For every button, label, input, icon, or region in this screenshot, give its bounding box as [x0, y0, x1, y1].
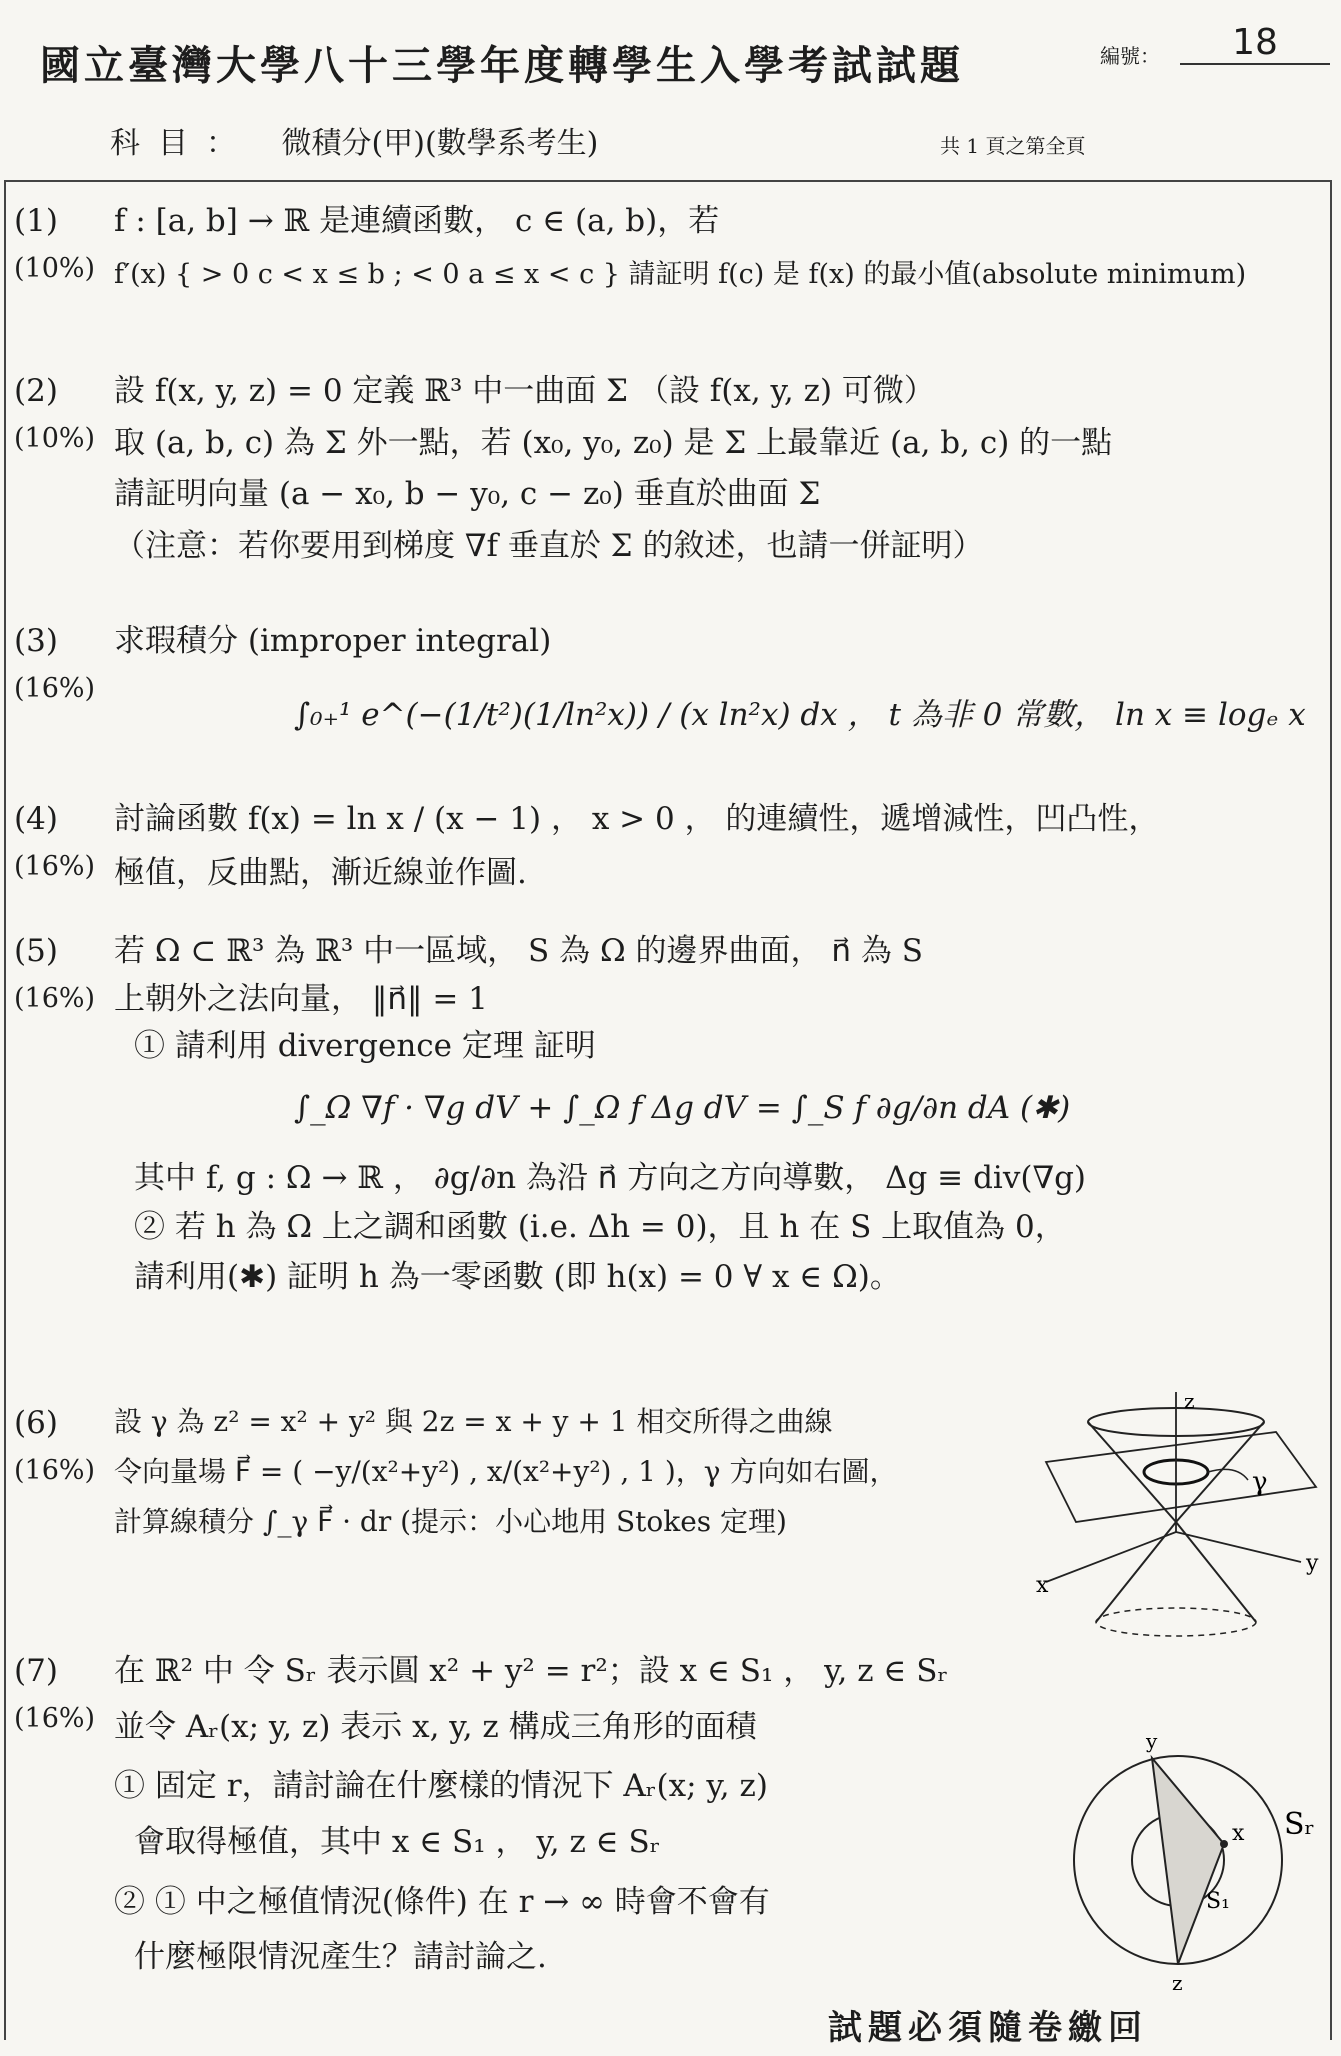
- question-body: [114, 800, 1324, 893]
- exam-title: 國立臺灣大學八十三學年度轉學生入學考試試題: [40, 42, 964, 89]
- question-line: 其中 f, g : Ω → ℝ ， ∂g/∂n 為沿 n⃗ 方向之方向導數， Δg ≡ div(∇g): [134, 1159, 1087, 1196]
- question-points: (16%): [14, 1455, 96, 1486]
- question-line: f : [a, b] → ℝ 是連續函數， c ∈ (a, b)，若: [114, 203, 720, 239]
- question-line: ② 若 h 為 Ω 上之調和函數 (i.e. Δh = 0)，且 h 在 S 上取值為 0，: [134, 1209, 1066, 1246]
- question-body: [114, 372, 1324, 567]
- cone-edge: [1088, 1422, 1176, 1522]
- question-body: [114, 1652, 1104, 1978]
- question-number: (2): [14, 373, 58, 409]
- cone-edge: [1176, 1522, 1256, 1622]
- question-line: 設 f(x, y, z) = 0 定義 ℝ³ 中一曲面 Σ （設 f(x, y, z) 可微）: [114, 373, 935, 409]
- questions-box: [4, 180, 1332, 2040]
- question-line: 若 Ω ⊂ ℝ³ 為 ℝ³ 中一區域， S 為 Ω 的邊界曲面， n⃗ 為 S: [114, 933, 923, 969]
- axis-label-z: z: [1184, 1392, 1195, 1413]
- subject-name: 微積分(甲)(數學系考生): [281, 126, 599, 161]
- question-line: 會取得極值，其中 x ∈ S₁ ， y, z ∈ Sᵣ: [134, 1824, 661, 1861]
- cone-edge: [1176, 1422, 1264, 1522]
- point-label-z: z: [1172, 1971, 1183, 1995]
- question-number: (7): [14, 1653, 58, 1689]
- question-line: 在 ℝ² 中 令 Sᵣ 表示圓 x² + y² = r²；設 x ∈ S₁ ， y, z ∈ Sᵣ: [114, 1653, 949, 1689]
- question-line: ① 請利用 divergence 定理 証明: [134, 1028, 596, 1065]
- question-body: [114, 932, 1324, 1298]
- question-body: [114, 202, 1324, 292]
- question-number: (4): [14, 801, 58, 837]
- x-axis: [1046, 1532, 1176, 1582]
- page-info: 共 1 頁之第全頁: [940, 134, 1086, 158]
- cone-bottom-ellipse: [1096, 1608, 1256, 1636]
- question-number: (3): [14, 623, 58, 659]
- question-number: (5): [14, 933, 58, 969]
- question-line: 請利用(✱) 証明 h 為一零函數 (即 h(x) = 0 ∀ x ∈ Ω)。: [134, 1259, 901, 1296]
- divergence-formula: ∫_Ω ∇f · ∇g dV + ∫_Ω f Δg dV = ∫_S f ∂g/∂n dA (✱): [294, 1090, 1071, 1127]
- question-points: (16%): [14, 983, 96, 1014]
- question-line: 令向量場 F⃗ = ( −y/(x²+y²) , x/(x²+y²) , 1 )，γ 方向如右圖，: [114, 1454, 898, 1488]
- question-line: 取 (a, b, c) 為 Σ 外一點，若 (x₀, y₀, z₀) 是 Σ 上最靠近 (a, b, c) 的一點: [114, 424, 1113, 461]
- question-points: (10%): [14, 253, 96, 284]
- question-points: (16%): [14, 851, 96, 882]
- question-points: (16%): [14, 673, 96, 704]
- triangle-xyz: [1152, 1758, 1224, 1964]
- question-line: 什麼極限情況產生？請討論之.: [134, 1939, 547, 1976]
- point-label-y: y: [1146, 1729, 1158, 1753]
- question-line: f′(x) { > 0 c < x ≤ b ; < 0 a ≤ x < c } 請証明 f(c) 是 f(x) 的最小值(absolute minimum): [114, 258, 1247, 290]
- return-notice: 試題必須隨卷繳回: [828, 2008, 1148, 2048]
- exam-number-label: 編號：: [1100, 44, 1160, 68]
- question-line: 求瑕積分 (improper integral): [114, 623, 552, 659]
- cone-plane-figure: [1036, 1392, 1326, 1652]
- question-line: 討論函數 f(x) = ln x / (x − 1) ， x > 0 ， 的連續性，遞增減性，凹凸性，: [114, 801, 1160, 837]
- axis-label-y: y: [1306, 1551, 1319, 1576]
- question-number: (1): [14, 203, 58, 239]
- axis-label-x: x: [1036, 1573, 1049, 1598]
- circle-label-Sr: Sᵣ: [1284, 1807, 1315, 1842]
- question-number: (6): [14, 1405, 58, 1441]
- subject-line: [110, 118, 598, 162]
- question-line: 上朝外之法向量， ‖n⃗‖ = 1: [114, 980, 488, 1017]
- question-line: ② ① 中之極值情況(條件) 在 r → ∞ 時會不會有: [114, 1883, 770, 1920]
- question-line: 計算線積分 ∫_γ F⃗ · dr (提示：小心地用 Stokes 定理): [114, 1504, 787, 1538]
- subject-label: 科目：: [110, 126, 254, 161]
- circles-triangle-figure: [1066, 1722, 1326, 2002]
- question-body: [114, 622, 1324, 743]
- point-label-x: x: [1232, 1821, 1245, 1846]
- integral-formula: ∫₀₊¹ e^(−(1/t²)(1/ln²x)) / (x ln²x) dx ， t 為非 0 常數， ln x ≡ logₑ x: [294, 696, 1306, 733]
- question-line: 並令 Aᵣ(x; y, z) 表示 x, y, z 構成三角形的面積: [114, 1708, 757, 1745]
- question-line: 極值，反曲點，漸近線並作圖.: [114, 854, 527, 891]
- question-points: (10%): [14, 423, 96, 454]
- circle-label-S1: S₁: [1206, 1889, 1230, 1914]
- exam-number: 18: [1180, 22, 1330, 65]
- question-body: [114, 1404, 1054, 1539]
- question-line: ① 固定 r，請討論在什麼樣的情況下 Aᵣ(x; y, z): [114, 1768, 768, 1805]
- question-line: 設 γ 為 z² = x² + y² 與 2z = x + y + 1 相交所得之曲線: [114, 1405, 833, 1438]
- question-line: （注意：若你要用到梯度 ∇f 垂直於 Σ 的敘述，也請一併証明）: [114, 528, 984, 565]
- plane-outline: [1046, 1432, 1316, 1522]
- curve-label-gamma: γ: [1252, 1467, 1268, 1497]
- question-line: 請証明向量 (a − x₀, b − y₀, c − z₀) 垂直於曲面 Σ: [114, 476, 821, 513]
- point-x: [1220, 1840, 1228, 1848]
- question-points: (16%): [14, 1703, 96, 1734]
